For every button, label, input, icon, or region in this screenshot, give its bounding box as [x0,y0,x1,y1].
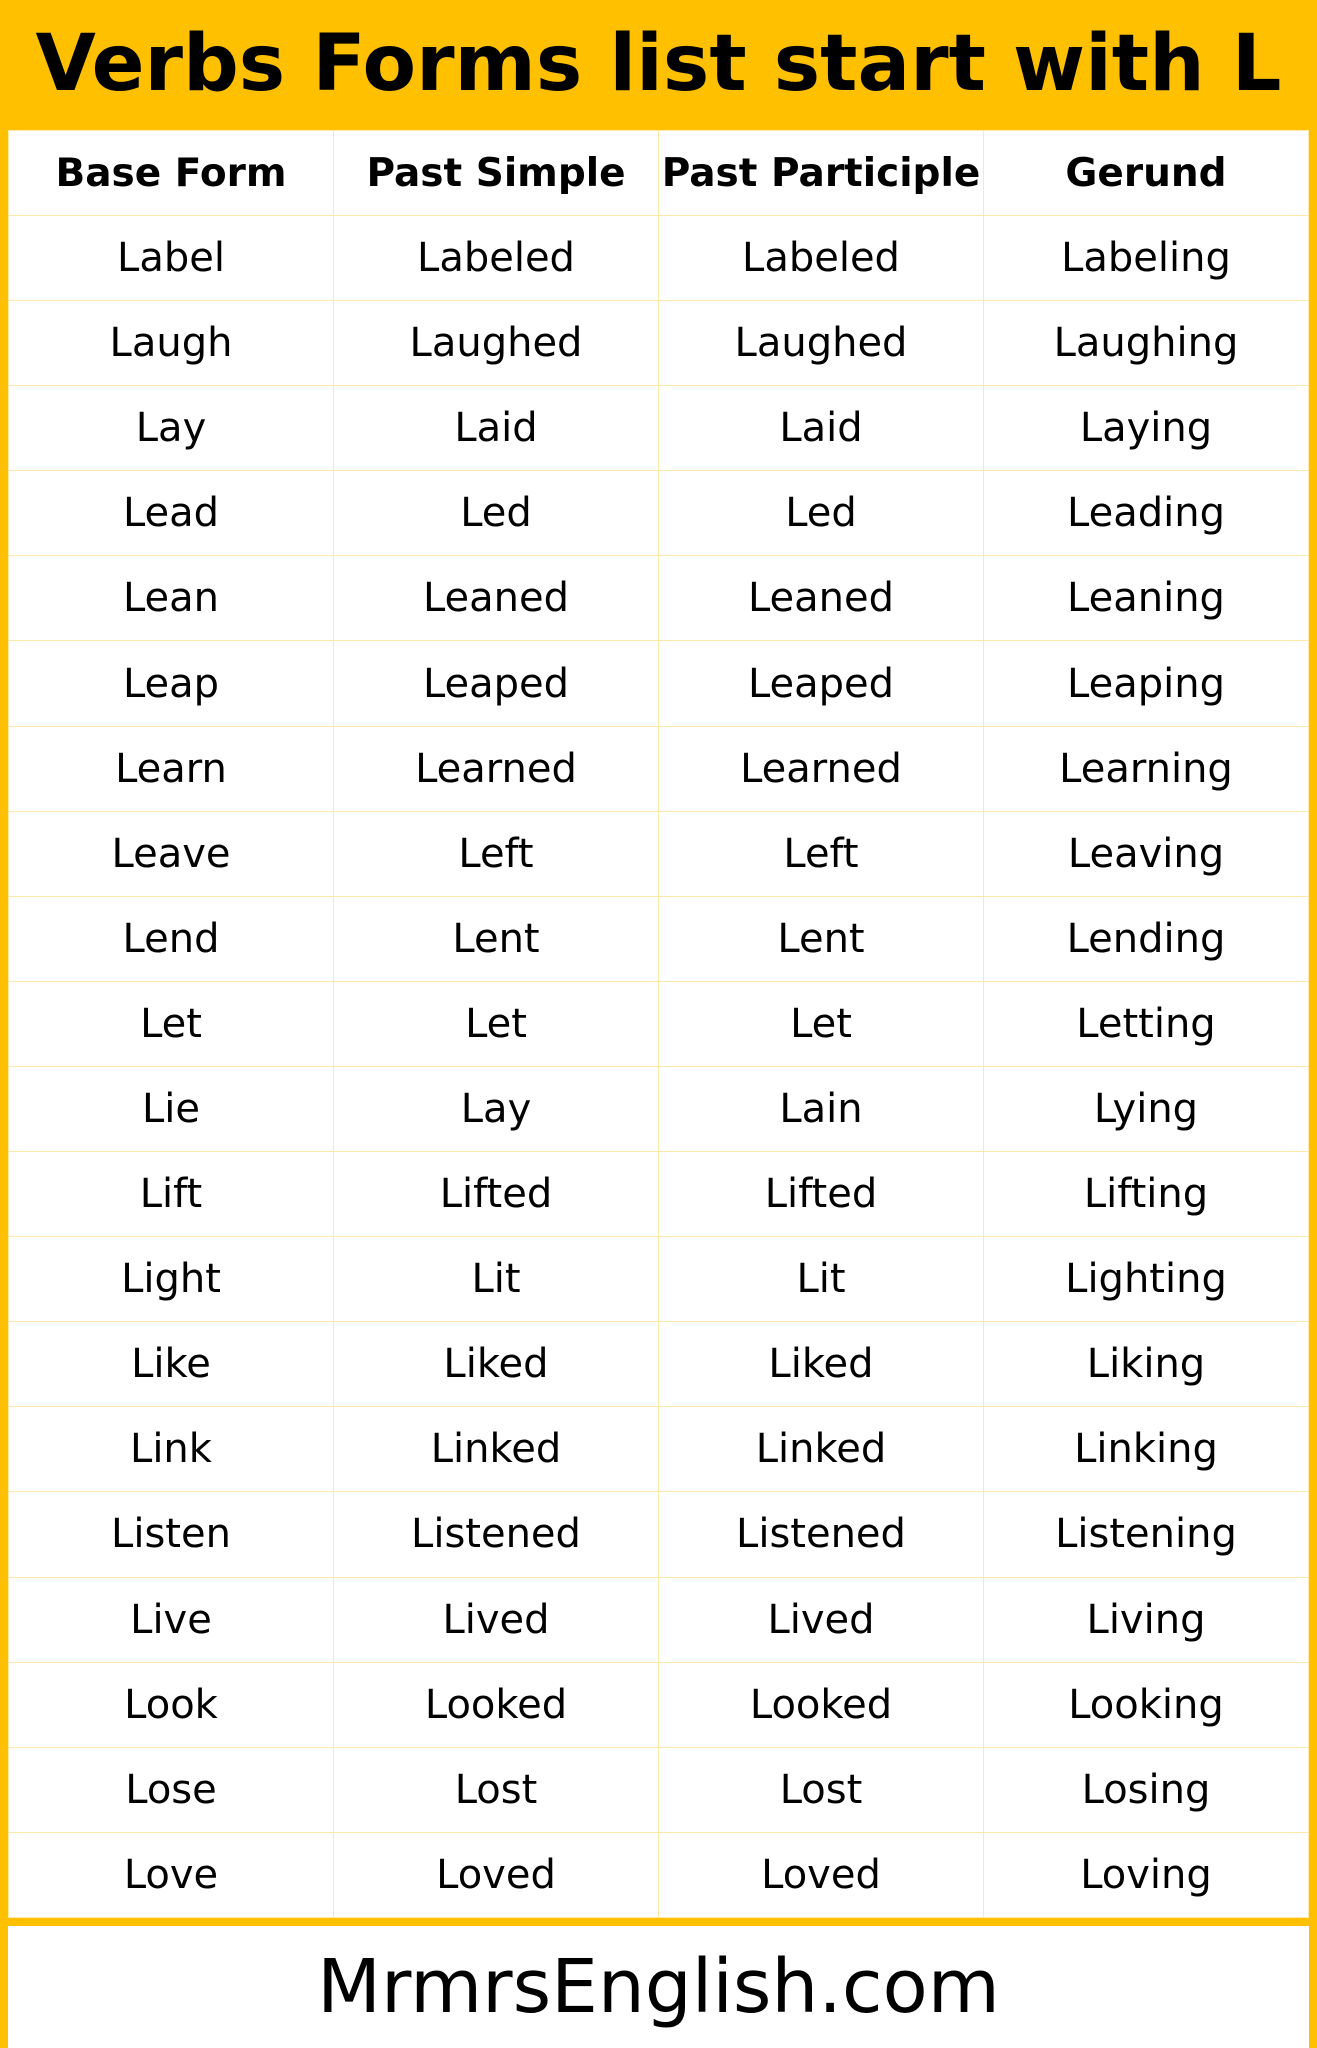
cell-past-participle: Leaned [659,556,984,641]
cell-past-participle: Lain [659,1066,984,1151]
cell-past-simple: Laughed [334,301,659,386]
column-header-past-participle: Past Participle [659,131,984,216]
cell-base-form: Lose [9,1747,334,1832]
website-footer: MrmrsEnglish.com [8,1926,1309,2048]
cell-past-participle: Labeled [659,216,984,301]
cell-past-participle: Lost [659,1747,984,1832]
table-row [9,1237,1309,1322]
cell-past-simple: Left [334,811,659,896]
table-row [9,1832,1309,1917]
cell-past-participle: Lit [659,1237,984,1322]
table-row [9,1407,1309,1492]
table-row [9,981,1309,1066]
column-header-base-form: Base Form [9,131,334,216]
cell-past-participle: Laid [659,386,984,471]
cell-gerund: Liking [984,1322,1309,1407]
table-row [9,896,1309,981]
cell-base-form: Listen [9,1492,334,1577]
cell-base-form: Learn [9,726,334,811]
cell-gerund: Laying [984,386,1309,471]
column-header-gerund: Gerund [984,131,1309,216]
cell-gerund: Listening [984,1492,1309,1577]
table-row [9,471,1309,556]
table-row [9,1322,1309,1407]
cell-past-simple: Looked [334,1662,659,1747]
table-row [9,1492,1309,1577]
table-header [9,131,1309,216]
cell-past-simple: Let [334,981,659,1066]
cell-base-form: Lie [9,1066,334,1151]
table-row [9,1747,1309,1832]
cell-past-simple: Labeled [334,216,659,301]
cell-gerund: Lighting [984,1237,1309,1322]
cell-past-participle: Laughed [659,301,984,386]
cell-base-form: Lay [9,386,334,471]
header-row [9,131,1309,216]
table-row [9,301,1309,386]
cell-past-participle: Led [659,471,984,556]
table-row [9,1066,1309,1151]
cell-past-simple: Linked [334,1407,659,1492]
cell-base-form: Let [9,981,334,1066]
cell-gerund: Leaving [984,811,1309,896]
column-header-past-simple: Past Simple [334,131,659,216]
cell-base-form: Light [9,1237,334,1322]
cell-gerund: Lifting [984,1152,1309,1237]
table-row [9,1577,1309,1662]
cell-gerund: Laughing [984,301,1309,386]
cell-past-participle: Left [659,811,984,896]
cell-gerund: Living [984,1577,1309,1662]
cell-gerund: Leaping [984,641,1309,726]
cell-gerund: Letting [984,981,1309,1066]
cell-past-simple: Lifted [334,1152,659,1237]
table-body [9,216,1309,1918]
cell-past-simple: Leaped [334,641,659,726]
cell-past-simple: Lent [334,896,659,981]
cell-past-simple: Laid [334,386,659,471]
cell-past-simple: Led [334,471,659,556]
cell-past-simple: Lay [334,1066,659,1151]
table-row [9,1152,1309,1237]
cell-past-simple: Listened [334,1492,659,1577]
table-row [9,641,1309,726]
cell-base-form: Like [9,1322,334,1407]
cell-past-participle: Linked [659,1407,984,1492]
table-row [9,216,1309,301]
cell-gerund: Looking [984,1662,1309,1747]
cell-base-form: Lean [9,556,334,641]
cell-base-form: Lend [9,896,334,981]
cell-past-simple: Lit [334,1237,659,1322]
cell-past-participle: Liked [659,1322,984,1407]
cell-gerund: Lending [984,896,1309,981]
cell-past-simple: Liked [334,1322,659,1407]
cell-gerund: Lying [984,1066,1309,1151]
table-row [9,1662,1309,1747]
cell-past-simple: Lost [334,1747,659,1832]
cell-base-form: Live [9,1577,334,1662]
table-row [9,386,1309,471]
cell-past-participle: Let [659,981,984,1066]
cell-base-form: Leave [9,811,334,896]
cell-past-simple: Loved [334,1832,659,1917]
cell-gerund: Labeling [984,216,1309,301]
cell-base-form: Laugh [9,301,334,386]
cell-past-participle: Lived [659,1577,984,1662]
cell-past-simple: Leaned [334,556,659,641]
table-row [9,811,1309,896]
cell-gerund: Learning [984,726,1309,811]
cell-past-participle: Learned [659,726,984,811]
cell-past-participle: Lifted [659,1152,984,1237]
cell-past-simple: Learned [334,726,659,811]
cell-past-participle: Loved [659,1832,984,1917]
cell-past-participle: Leaped [659,641,984,726]
cell-past-participle: Listened [659,1492,984,1577]
table-row [9,556,1309,641]
verb-forms-table-container [8,130,1309,1918]
cell-gerund: Leading [984,471,1309,556]
cell-base-form: Label [9,216,334,301]
cell-past-simple: Lived [334,1577,659,1662]
verb-forms-table [8,130,1309,1918]
table-row [9,726,1309,811]
page-title: Verbs Forms list start with L [35,19,1282,109]
cell-gerund: Linking [984,1407,1309,1492]
cell-gerund: Leaning [984,556,1309,641]
cell-base-form: Lead [9,471,334,556]
cell-past-participle: Lent [659,896,984,981]
cell-gerund: Losing [984,1747,1309,1832]
cell-base-form: Love [9,1832,334,1917]
cell-base-form: Look [9,1662,334,1747]
cell-base-form: Lift [9,1152,334,1237]
cell-base-form: Link [9,1407,334,1492]
cell-base-form: Leap [9,641,334,726]
cell-gerund: Loving [984,1832,1309,1917]
cell-past-participle: Looked [659,1662,984,1747]
